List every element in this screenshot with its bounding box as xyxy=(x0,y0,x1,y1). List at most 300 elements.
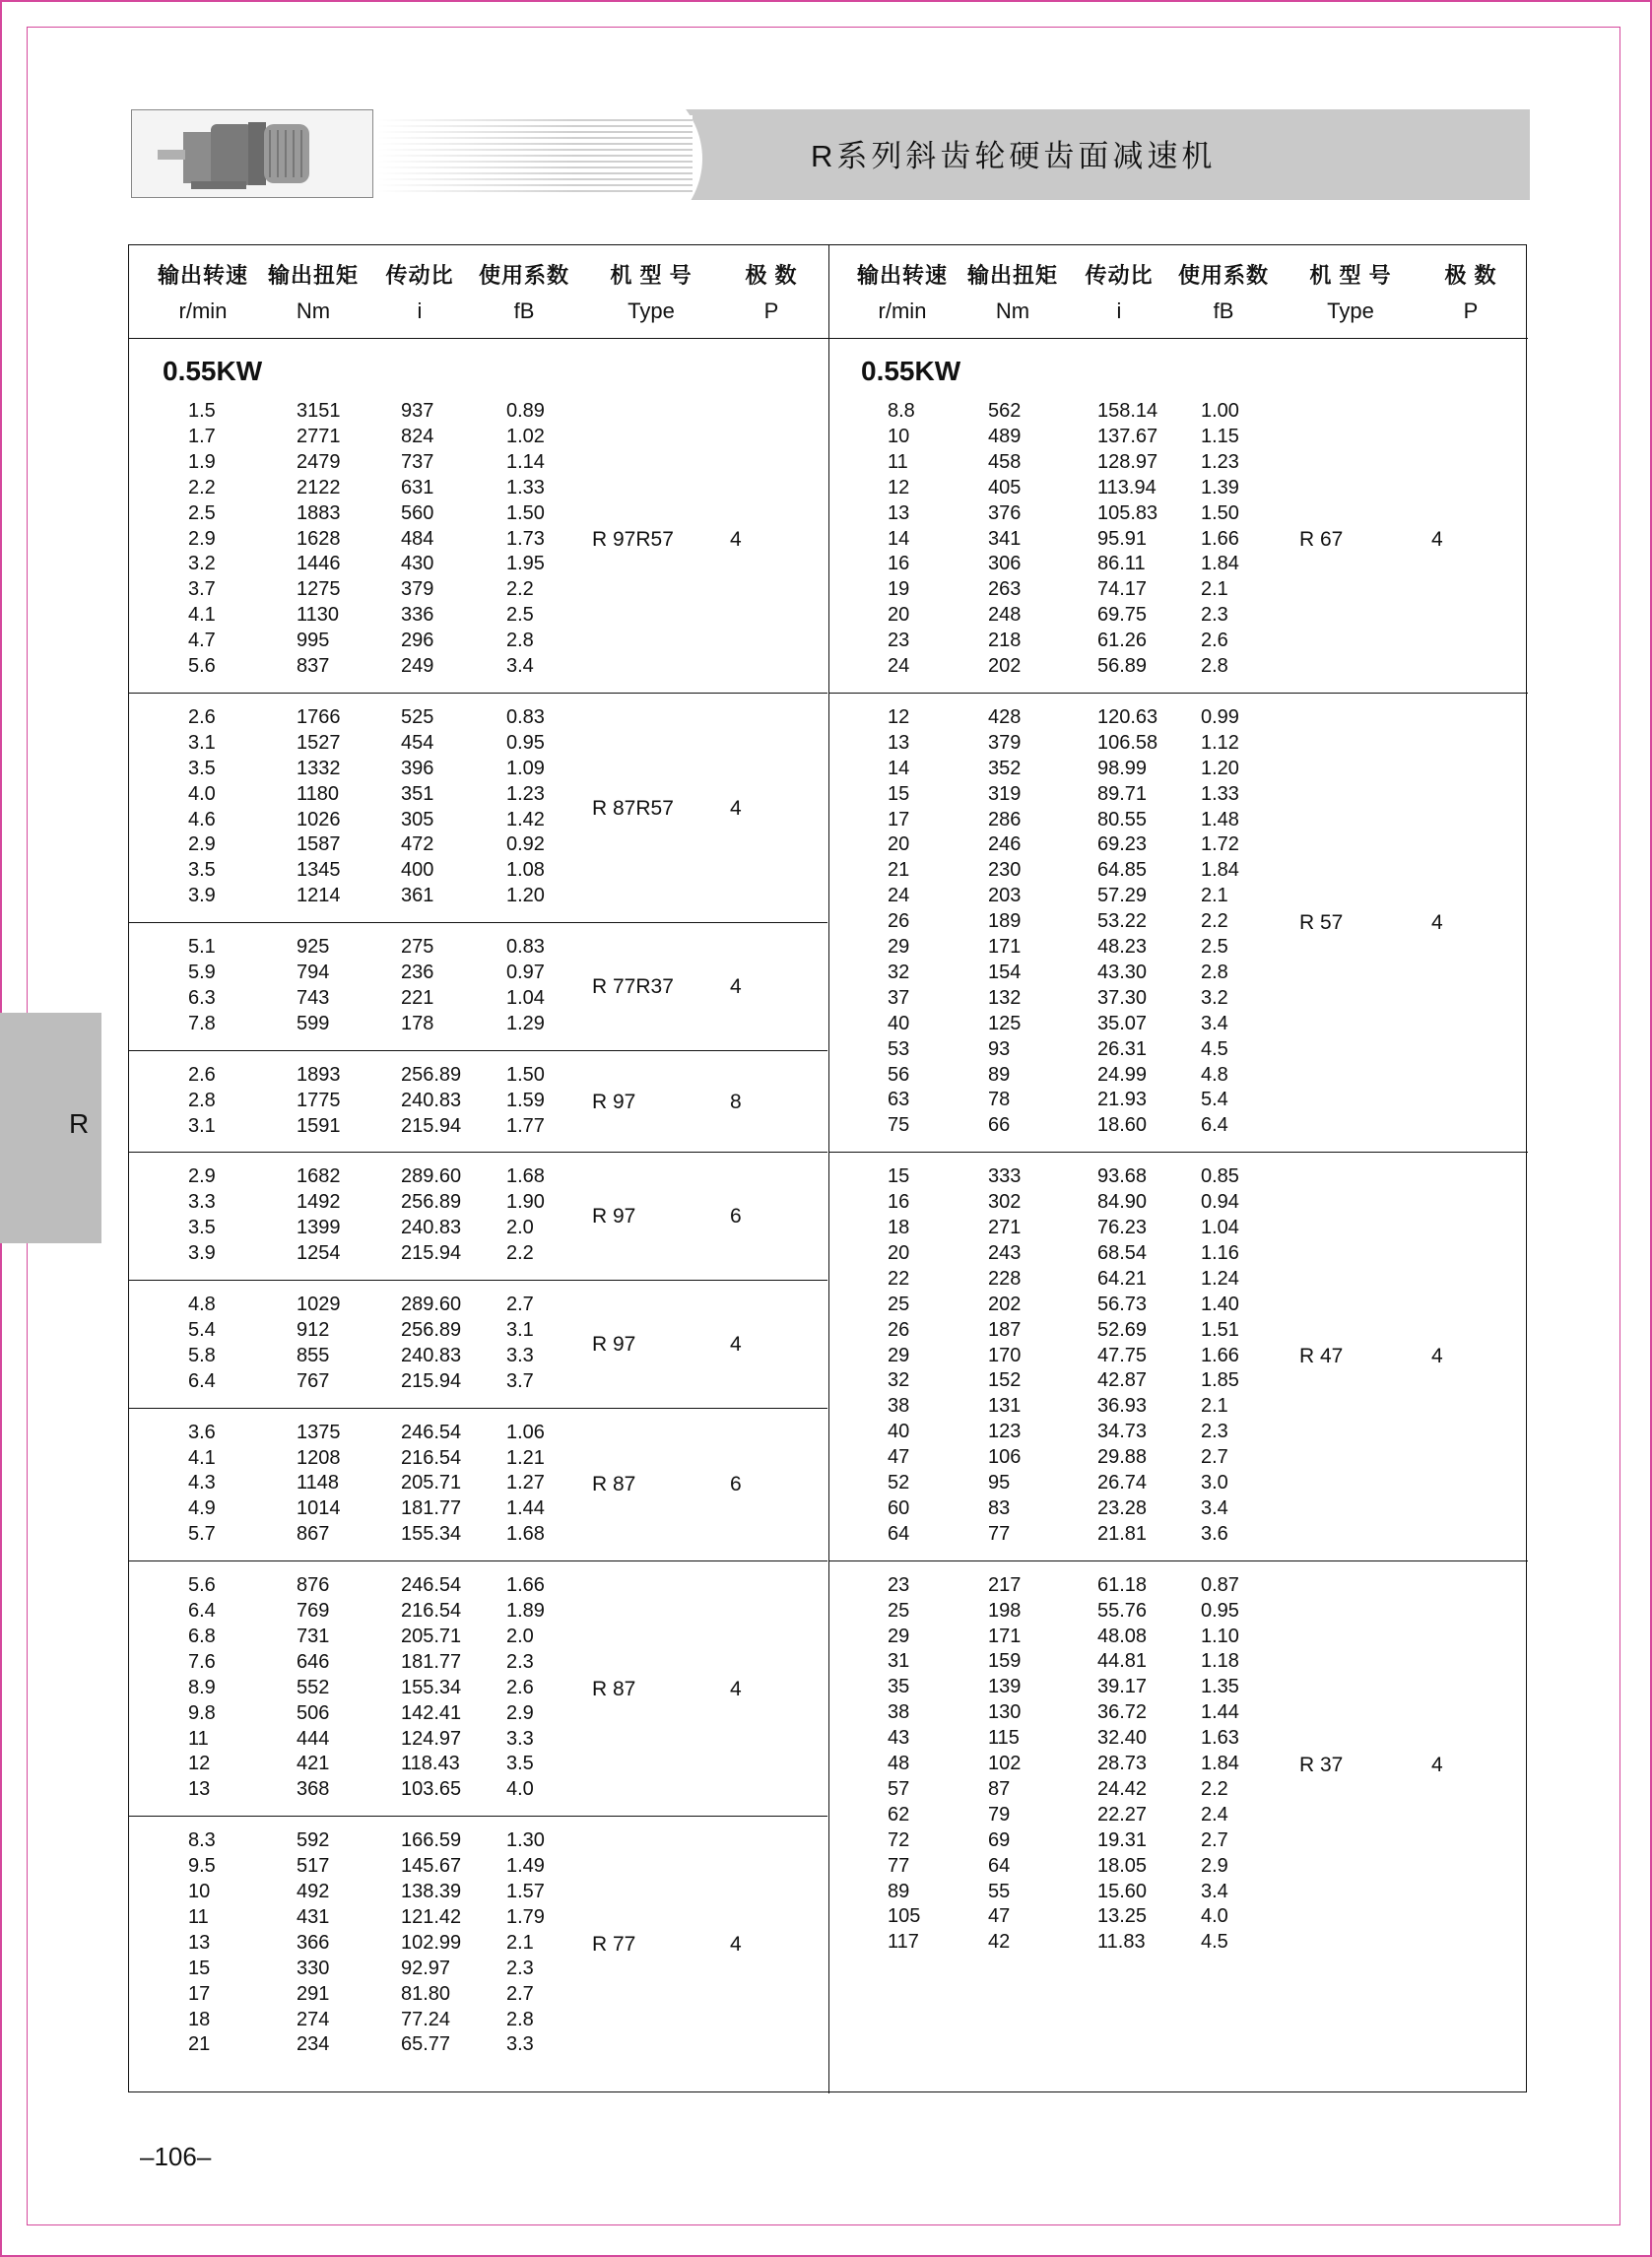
table-row xyxy=(129,987,1508,1013)
cell-speed: 22 xyxy=(888,1267,910,1290)
cell-factor: 2.2 xyxy=(506,578,534,601)
cell-factor: 2.9 xyxy=(1201,1854,1228,1877)
cell-torque: 1446 xyxy=(297,553,341,575)
table-row xyxy=(129,936,1508,962)
cell-ratio: 400 xyxy=(401,859,434,882)
table-row xyxy=(129,962,1508,987)
col-poles-unit: P xyxy=(1463,299,1479,323)
cell-torque: 492 xyxy=(297,1881,330,1902)
cell-torque: 1766 xyxy=(297,705,341,728)
table-row xyxy=(129,1701,1508,1727)
cell-speed: 20 xyxy=(888,833,910,856)
cell-torque: 171 xyxy=(988,936,1022,958)
cell-factor: 1.04 xyxy=(506,986,545,1009)
cell-speed: 23 xyxy=(888,630,910,652)
table-row xyxy=(129,1983,1508,2009)
table-row xyxy=(129,451,1508,477)
table-row xyxy=(129,859,1508,885)
cell-ratio: 57.29 xyxy=(1097,885,1148,907)
cell-torque: 489 xyxy=(988,425,1022,447)
cell-speed: 1.9 xyxy=(188,450,216,473)
cell-ratio: 36.93 xyxy=(1097,1395,1148,1418)
cell-ratio: 44.81 xyxy=(1097,1650,1148,1673)
col-ratio-header: 传动比 xyxy=(1085,263,1154,288)
cell-factor: 1.27 xyxy=(506,1472,545,1494)
cell-factor: 1.18 xyxy=(1201,1650,1239,1673)
cell-torque: 1527 xyxy=(297,731,341,754)
model-type: R 97 xyxy=(592,1332,636,1356)
cell-torque: 95 xyxy=(988,1472,1011,1494)
cell-speed: 11 xyxy=(188,1727,209,1750)
cell-ratio: 89.71 xyxy=(1097,782,1148,805)
cell-speed: 8.8 xyxy=(888,400,915,422)
cell-torque: 379 xyxy=(988,731,1022,754)
cell-factor: 1.68 xyxy=(506,1165,545,1188)
cell-factor: 1.15 xyxy=(1201,425,1239,447)
cell-ratio: 105.83 xyxy=(1097,501,1158,524)
cell-factor: 1.09 xyxy=(506,757,545,779)
table-row xyxy=(129,578,1508,604)
cell-speed: 15 xyxy=(888,782,910,805)
table-row xyxy=(129,426,1508,451)
cell-torque: 203 xyxy=(988,885,1022,907)
cell-torque: 506 xyxy=(297,1701,330,1724)
cell-speed: 16 xyxy=(888,553,910,575)
col-factor-unit: fB xyxy=(1213,299,1234,323)
pole-count: 4 xyxy=(730,974,742,998)
cell-factor: 2.4 xyxy=(1201,1803,1228,1826)
cell-ratio: 39.17 xyxy=(1097,1676,1148,1698)
cell-torque: 592 xyxy=(297,1829,330,1852)
cell-ratio: 118.43 xyxy=(401,1753,460,1775)
cell-factor: 3.1 xyxy=(506,1318,534,1341)
model-type: R 57 xyxy=(1299,911,1344,935)
cell-speed: 4.1 xyxy=(188,1446,216,1469)
cell-factor: 1.66 xyxy=(1201,527,1239,550)
col-type-unit: Type xyxy=(628,299,675,323)
cell-speed: 64 xyxy=(888,1522,910,1545)
cell-factor: 2.2 xyxy=(1201,910,1228,933)
cell-speed: 48 xyxy=(888,1753,910,1774)
cell-torque: 248 xyxy=(988,604,1022,627)
cell-factor: 2.3 xyxy=(506,1957,534,1979)
section-tab xyxy=(0,1013,101,1243)
cell-factor: 1.44 xyxy=(1201,1701,1239,1724)
table-row xyxy=(129,1958,1508,1983)
cell-speed: 6.8 xyxy=(188,1625,216,1647)
col-speed-unit: r/min xyxy=(178,299,228,323)
cell-speed: 8.9 xyxy=(188,1676,216,1698)
cell-ratio: 84.90 xyxy=(1097,1191,1148,1214)
table-row xyxy=(129,400,1508,426)
cell-torque: 130 xyxy=(988,1701,1022,1724)
cell-factor: 1.40 xyxy=(1201,1293,1239,1315)
cell-factor: 1.77 xyxy=(506,1114,545,1137)
cell-factor: 2.2 xyxy=(1201,1777,1228,1800)
col-type-header: 机 型 号 xyxy=(610,263,693,288)
pole-count: 4 xyxy=(1431,1345,1443,1368)
cell-torque: 115 xyxy=(988,1727,1020,1750)
cell-torque: 66 xyxy=(988,1114,1011,1137)
cell-ratio: 256.89 xyxy=(401,1063,462,1086)
cell-speed: 6.4 xyxy=(188,1600,216,1622)
cell-ratio: 76.23 xyxy=(1097,1217,1148,1238)
cell-torque: 217 xyxy=(988,1573,1022,1596)
cell-factor: 2.7 xyxy=(1201,1446,1228,1469)
col-speed-unit: r/min xyxy=(878,299,927,323)
cell-torque: 1775 xyxy=(297,1089,341,1111)
cell-ratio: 256.89 xyxy=(401,1318,462,1341)
cell-torque: 125 xyxy=(988,1012,1022,1034)
model-type: R 87 xyxy=(592,1677,636,1700)
cell-speed: 10 xyxy=(188,1881,211,1902)
cell-speed: 32 xyxy=(888,1369,910,1392)
cell-torque: 405 xyxy=(988,476,1022,498)
table-row xyxy=(129,1931,1508,1957)
cell-speed: 56 xyxy=(888,1063,910,1086)
table-row xyxy=(129,1089,1508,1114)
cell-torque: 106 xyxy=(988,1446,1022,1469)
cell-speed: 2.8 xyxy=(188,1089,216,1111)
model-type: R 67 xyxy=(1299,528,1344,552)
cell-factor: 2.1 xyxy=(1201,1395,1228,1418)
cell-factor: 1.89 xyxy=(506,1600,545,1622)
cell-ratio: 22.27 xyxy=(1097,1803,1148,1826)
cell-torque: 319 xyxy=(988,782,1022,805)
cell-speed: 10 xyxy=(888,425,910,447)
cell-ratio: 24.99 xyxy=(1097,1063,1148,1086)
cell-factor: 4.0 xyxy=(1201,1905,1228,1928)
col-factor-header: 使用系数 xyxy=(1177,263,1269,288)
cell-speed: 3.6 xyxy=(188,1421,216,1443)
cell-speed: 5.1 xyxy=(188,936,216,959)
cell-speed: 4.3 xyxy=(188,1472,216,1494)
cell-factor: 1.68 xyxy=(506,1523,545,1546)
cell-ratio: 289.60 xyxy=(401,1294,462,1315)
cell-ratio: 240.83 xyxy=(401,1344,462,1366)
cell-factor: 2.7 xyxy=(506,1982,534,2005)
table-row xyxy=(129,1905,1508,1931)
cell-torque: 154 xyxy=(988,961,1022,983)
cell-speed: 24 xyxy=(888,885,910,907)
cell-factor: 2.2 xyxy=(506,1242,534,1265)
cell-ratio: 48.08 xyxy=(1097,1625,1148,1647)
table-row xyxy=(129,1881,1508,1906)
cell-factor: 2.8 xyxy=(1201,961,1228,983)
cell-ratio: 42.87 xyxy=(1097,1369,1148,1392)
header-divider xyxy=(129,338,1528,339)
cell-speed: 2.5 xyxy=(188,501,216,524)
table-row xyxy=(129,1778,1508,1804)
cell-ratio: 215.94 xyxy=(401,1114,462,1137)
header-banner xyxy=(131,109,1530,200)
group-divider xyxy=(829,1152,1528,1153)
pole-count: 4 xyxy=(730,1677,742,1700)
table-row xyxy=(129,1038,1508,1064)
cell-ratio: 102.99 xyxy=(401,1931,462,1954)
cell-ratio: 55.76 xyxy=(1097,1599,1148,1622)
cell-ratio: 13.25 xyxy=(1097,1905,1148,1928)
cell-ratio: 69.75 xyxy=(1097,604,1148,627)
model-type: R 97 xyxy=(592,1090,636,1113)
table-row xyxy=(129,1472,1508,1497)
cell-ratio: 178 xyxy=(401,1012,434,1034)
cell-factor: 1.84 xyxy=(1201,1753,1239,1774)
cell-factor: 3.3 xyxy=(506,1727,534,1750)
cell-factor: 1.51 xyxy=(1201,1318,1239,1341)
cell-speed: 63 xyxy=(888,1089,910,1111)
col-torque-header: 输出扭矩 xyxy=(267,263,359,288)
table-row xyxy=(129,1650,1508,1676)
cell-ratio: 61.18 xyxy=(1097,1573,1148,1596)
cell-speed: 29 xyxy=(888,1625,910,1647)
cell-ratio: 155.34 xyxy=(401,1523,462,1546)
group-divider xyxy=(129,1560,827,1561)
cell-factor: 1.42 xyxy=(506,808,545,830)
cell-factor: 1.24 xyxy=(1201,1267,1239,1290)
cell-factor: 2.8 xyxy=(1201,655,1228,677)
cell-torque: 291 xyxy=(297,1982,330,2005)
cell-torque: 646 xyxy=(297,1650,330,1673)
pole-count: 4 xyxy=(730,796,742,820)
cell-torque: 1682 xyxy=(297,1165,341,1188)
cell-speed: 53 xyxy=(888,1037,910,1060)
cell-torque: 1893 xyxy=(297,1063,341,1086)
cell-speed: 5.9 xyxy=(188,962,216,983)
cell-torque: 767 xyxy=(297,1369,330,1392)
cell-factor: 6.4 xyxy=(1201,1114,1228,1137)
cell-torque: 55 xyxy=(988,1880,1011,1902)
cell-speed: 5.6 xyxy=(188,655,216,677)
cell-torque: 428 xyxy=(988,705,1022,728)
cell-ratio: 29.88 xyxy=(1097,1446,1148,1469)
cell-factor: 2.1 xyxy=(506,1931,534,1954)
cell-speed: 17 xyxy=(188,1982,211,2005)
cell-speed: 4.8 xyxy=(188,1294,216,1315)
cell-speed: 3.7 xyxy=(188,578,216,601)
cell-factor: 2.0 xyxy=(506,1625,534,1647)
cell-speed: 3.5 xyxy=(188,859,216,882)
cell-factor: 3.4 xyxy=(1201,1880,1228,1902)
cell-speed: 37 xyxy=(888,986,910,1009)
cell-torque: 552 xyxy=(297,1676,330,1698)
cell-torque: 562 xyxy=(988,400,1022,422)
cell-torque: 925 xyxy=(297,936,330,959)
table-row xyxy=(129,1600,1508,1626)
cell-speed: 89 xyxy=(888,1880,910,1902)
cell-ratio: 181.77 xyxy=(401,1497,462,1520)
cell-ratio: 92.97 xyxy=(401,1957,451,1979)
table-row xyxy=(129,809,1508,834)
cell-torque: 1254 xyxy=(297,1242,341,1265)
cell-torque: 78 xyxy=(988,1089,1011,1111)
cell-speed: 26 xyxy=(888,1318,910,1341)
cell-ratio: 396 xyxy=(401,757,434,779)
pole-count: 6 xyxy=(730,1473,742,1496)
cell-ratio: 138.39 xyxy=(401,1881,462,1902)
cell-factor: 1.00 xyxy=(1201,400,1239,422)
cell-torque: 1345 xyxy=(297,859,341,882)
cell-ratio: 158.14 xyxy=(1097,400,1158,422)
cell-ratio: 26.31 xyxy=(1097,1037,1148,1060)
cell-ratio: 18.60 xyxy=(1097,1114,1148,1137)
col-torque-unit: Nm xyxy=(296,299,331,323)
model-type: R 87R57 xyxy=(592,796,674,820)
cell-factor: 1.50 xyxy=(506,501,545,524)
cell-ratio: 24.42 xyxy=(1097,1777,1148,1800)
cell-factor: 1.84 xyxy=(1201,859,1239,882)
table-row xyxy=(129,1676,1508,1701)
cell-speed: 1.7 xyxy=(188,425,216,447)
cell-torque: 1883 xyxy=(297,501,341,524)
cell-torque: 306 xyxy=(988,553,1022,575)
cell-torque: 1014 xyxy=(297,1497,341,1520)
cell-ratio: 137.67 xyxy=(1097,425,1158,447)
cell-speed: 5.4 xyxy=(188,1318,216,1341)
col-poles-header: 极 数 xyxy=(745,263,798,288)
cell-speed: 18 xyxy=(188,2008,211,2030)
cell-torque: 995 xyxy=(297,630,330,652)
cell-torque: 2771 xyxy=(297,425,341,447)
cell-speed: 60 xyxy=(888,1496,910,1519)
group-divider xyxy=(129,1152,827,1153)
table-row xyxy=(129,502,1508,528)
cell-ratio: 472 xyxy=(401,833,434,856)
col-speed-header: 输出转速 xyxy=(157,263,248,288)
cell-torque: 867 xyxy=(297,1523,330,1546)
cell-speed: 105 xyxy=(888,1905,921,1928)
cell-torque: 352 xyxy=(988,757,1022,779)
cell-factor: 4.8 xyxy=(1201,1063,1228,1086)
col-speed-header: 输出转速 xyxy=(856,263,948,288)
cell-torque: 1026 xyxy=(297,808,341,830)
cell-torque: 274 xyxy=(297,2008,330,2030)
cell-ratio: 216.54 xyxy=(401,1446,462,1469)
cell-torque: 876 xyxy=(297,1574,330,1597)
cell-speed: 13 xyxy=(888,731,910,754)
cell-ratio: 525 xyxy=(401,705,434,728)
table-row xyxy=(129,1064,1508,1090)
cell-ratio: 145.67 xyxy=(401,1855,462,1878)
table-row xyxy=(129,655,1508,681)
group-divider xyxy=(129,693,827,694)
cell-ratio: 56.73 xyxy=(1097,1293,1148,1315)
cell-factor: 3.4 xyxy=(506,655,534,677)
cell-ratio: 236 xyxy=(401,962,434,983)
cell-speed: 14 xyxy=(888,527,910,550)
cell-factor: 1.06 xyxy=(506,1421,545,1443)
cell-speed: 4.9 xyxy=(188,1497,216,1520)
cell-speed: 4.0 xyxy=(188,782,216,805)
cell-ratio: 61.26 xyxy=(1097,630,1148,652)
cell-factor: 2.7 xyxy=(1201,1828,1228,1851)
cell-factor: 1.63 xyxy=(1201,1727,1239,1750)
cell-factor: 0.95 xyxy=(506,731,545,754)
table-row xyxy=(129,1013,1508,1038)
cell-speed: 32 xyxy=(888,961,910,983)
cell-speed: 2.6 xyxy=(188,1063,216,1086)
cell-ratio: 81.80 xyxy=(401,1982,451,2005)
cell-speed: 3.2 xyxy=(188,553,216,575)
cell-ratio: 121.42 xyxy=(401,1905,462,1928)
cell-speed: 5.6 xyxy=(188,1574,216,1597)
cell-factor: 0.97 xyxy=(506,962,545,983)
cell-factor: 1.16 xyxy=(1201,1241,1239,1264)
cell-speed: 24 xyxy=(888,655,910,677)
cell-torque: 1332 xyxy=(297,757,341,779)
cell-torque: 271 xyxy=(988,1217,1022,1238)
cell-factor: 1.49 xyxy=(506,1855,545,1878)
cell-factor: 1.66 xyxy=(1201,1344,1239,1366)
cell-torque: 1275 xyxy=(297,578,341,601)
cell-speed: 3.1 xyxy=(188,731,216,754)
cell-ratio: 68.54 xyxy=(1097,1241,1148,1264)
cell-ratio: 21.81 xyxy=(1097,1522,1148,1545)
cell-speed: 9.5 xyxy=(188,1855,216,1878)
cell-speed: 21 xyxy=(888,859,910,882)
cell-torque: 202 xyxy=(988,1293,1022,1315)
cell-factor: 1.59 xyxy=(506,1089,545,1111)
cell-ratio: 205.71 xyxy=(401,1625,462,1647)
cell-ratio: 53.22 xyxy=(1097,910,1148,933)
cell-ratio: 631 xyxy=(401,476,434,498)
cell-speed: 12 xyxy=(188,1753,211,1775)
cell-factor: 3.2 xyxy=(1201,986,1228,1009)
model-type: R 77R37 xyxy=(592,974,674,998)
col-type-unit: Type xyxy=(1327,299,1374,323)
table-row xyxy=(129,1626,1508,1651)
cell-speed: 4.7 xyxy=(188,630,216,652)
cell-torque: 139 xyxy=(988,1676,1022,1698)
cell-torque: 599 xyxy=(297,1012,330,1034)
cell-factor: 0.87 xyxy=(1201,1573,1239,1596)
cell-factor: 1.30 xyxy=(506,1829,545,1852)
table-row xyxy=(129,1114,1508,1140)
cell-ratio: 379 xyxy=(401,578,434,601)
cell-torque: 93 xyxy=(988,1037,1011,1060)
cell-ratio: 256.89 xyxy=(401,1191,462,1214)
cell-ratio: 56.89 xyxy=(1097,655,1148,677)
cell-factor: 0.92 xyxy=(506,833,545,856)
cell-factor: 2.5 xyxy=(1201,936,1228,958)
model-type: R 97 xyxy=(592,1205,636,1228)
cell-factor: 1.33 xyxy=(506,476,545,498)
cell-speed: 31 xyxy=(888,1650,910,1673)
cell-ratio: 37.30 xyxy=(1097,986,1148,1009)
cell-ratio: 106.58 xyxy=(1097,731,1158,754)
cell-speed: 15 xyxy=(888,1165,910,1188)
cell-factor: 1.72 xyxy=(1201,833,1239,856)
cell-ratio: 36.72 xyxy=(1097,1701,1148,1724)
model-type: R 77 xyxy=(592,1932,636,1956)
cell-factor: 2.1 xyxy=(1201,885,1228,907)
cell-speed: 2.9 xyxy=(188,1165,216,1188)
cell-factor: 2.3 xyxy=(1201,1421,1228,1443)
cell-ratio: 128.97 xyxy=(1097,450,1158,473)
cell-ratio: 246.54 xyxy=(401,1574,462,1597)
col-factor-unit: fB xyxy=(513,299,535,323)
cell-torque: 102 xyxy=(988,1753,1022,1774)
cell-factor: 1.02 xyxy=(506,425,545,447)
col-ratio-unit: i xyxy=(1116,299,1122,323)
cell-factor: 0.95 xyxy=(1201,1599,1239,1622)
cell-speed: 75 xyxy=(888,1114,910,1137)
cell-ratio: 336 xyxy=(401,604,434,627)
cell-ratio: 80.55 xyxy=(1097,808,1148,830)
cell-factor: 2.8 xyxy=(506,630,534,652)
cell-torque: 187 xyxy=(988,1318,1022,1341)
table-row xyxy=(129,1319,1508,1345)
